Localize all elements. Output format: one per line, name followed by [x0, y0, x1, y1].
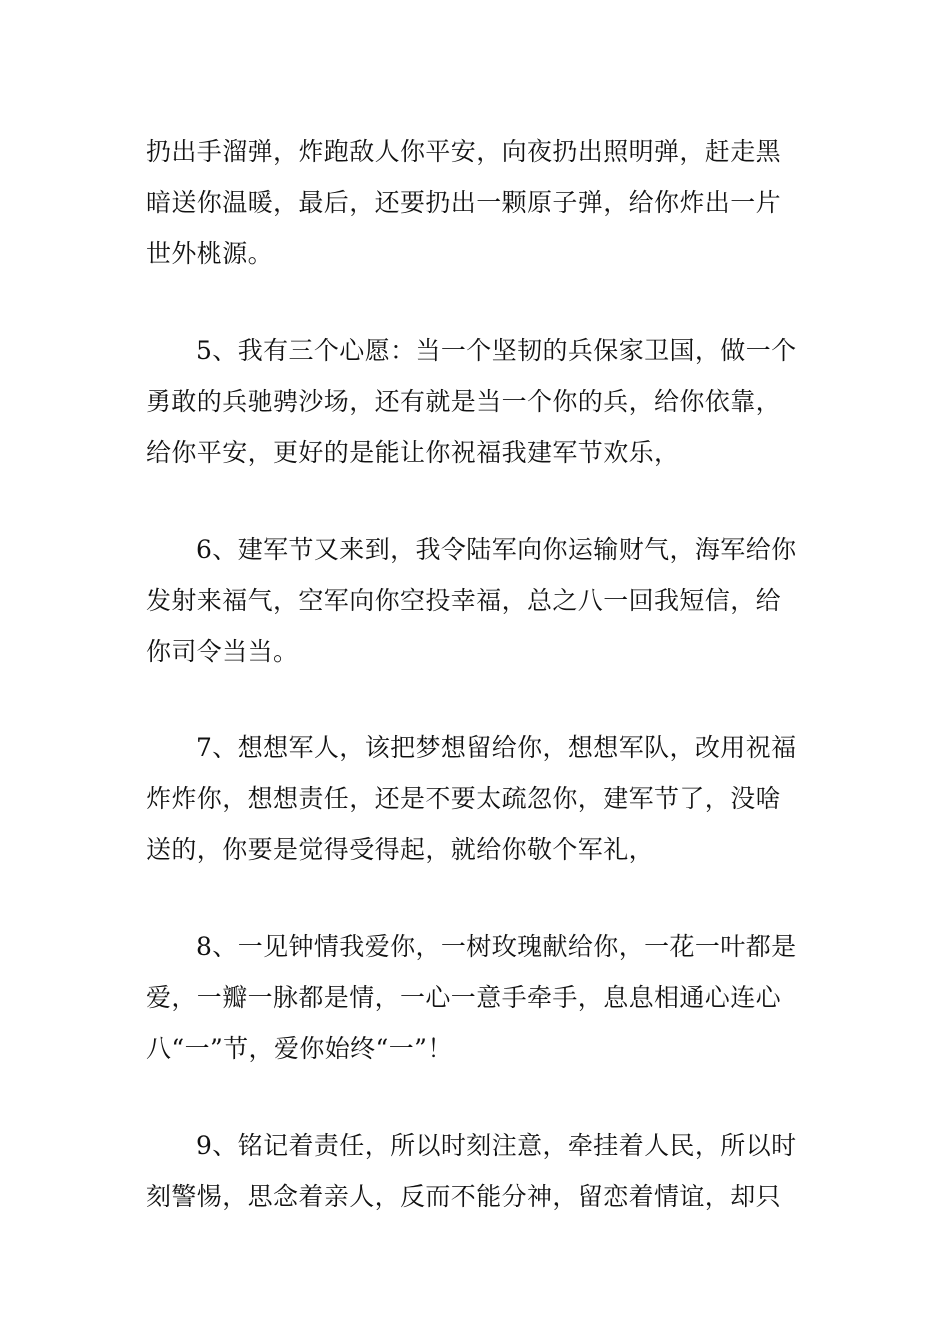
- text-line: 9、铭记着责任，所以时刻注意，牵挂着人民，所以时: [196, 1131, 797, 1160]
- paragraph-item-5: [146, 325, 810, 478]
- text-line: 爱，一瓣一脉都是情，一心一意手牵手，息息相通心连心: [146, 983, 782, 1012]
- text-line: 炸炸你，想想责任，还是不要太疏忽你，建军节了，没啥: [146, 784, 782, 813]
- text-line: 7、想想军人，该把梦想留给你，想想军队，改用祝福: [196, 733, 797, 762]
- text-line: 世外桃源。: [146, 239, 274, 268]
- text-line: 扔出手溜弹，炸跑敌人你平安，向夜扔出照明弹，赶走黑: [146, 137, 782, 166]
- text-line: 刻警惕，思念着亲人，反而不能分神，留恋着情谊，却只: [146, 1182, 782, 1211]
- text-line: 8、一见钟情我爱你，一树玫瑰献给你，一花一叶都是: [196, 932, 797, 961]
- text-line: 送的，你要是觉得受得起，就给你敬个军礼，: [146, 835, 655, 864]
- text-line: 暗送你温暖，最后，还要扔出一颗原子弹，给你炸出一片: [146, 188, 782, 217]
- text-line: 5、我有三个心愿：当一个坚韧的兵保家卫国，做一个: [196, 336, 797, 365]
- text-line: 你司令当当。: [146, 637, 299, 666]
- text-line: 6、建军节又来到，我令陆军向你运输财气，海军给你: [196, 535, 797, 564]
- text-line: 发射来福气，空军向你空投幸福，总之八一回我短信，给: [146, 586, 782, 615]
- paragraph-item-9: [146, 1120, 810, 1222]
- text-line: 八“一”节，爱你始终“一”！: [146, 1034, 453, 1063]
- text-line: 勇敢的兵驰骋沙场，还有就是当一个你的兵，给你依靠，: [146, 387, 782, 416]
- paragraph-item-6: [146, 524, 810, 677]
- text-line: 给你平安，更好的是能让你祝福我建军节欢乐，: [146, 438, 680, 467]
- paragraph-item-7: [146, 722, 810, 875]
- paragraph-continued: [146, 126, 810, 279]
- paragraph-item-8: [146, 921, 810, 1074]
